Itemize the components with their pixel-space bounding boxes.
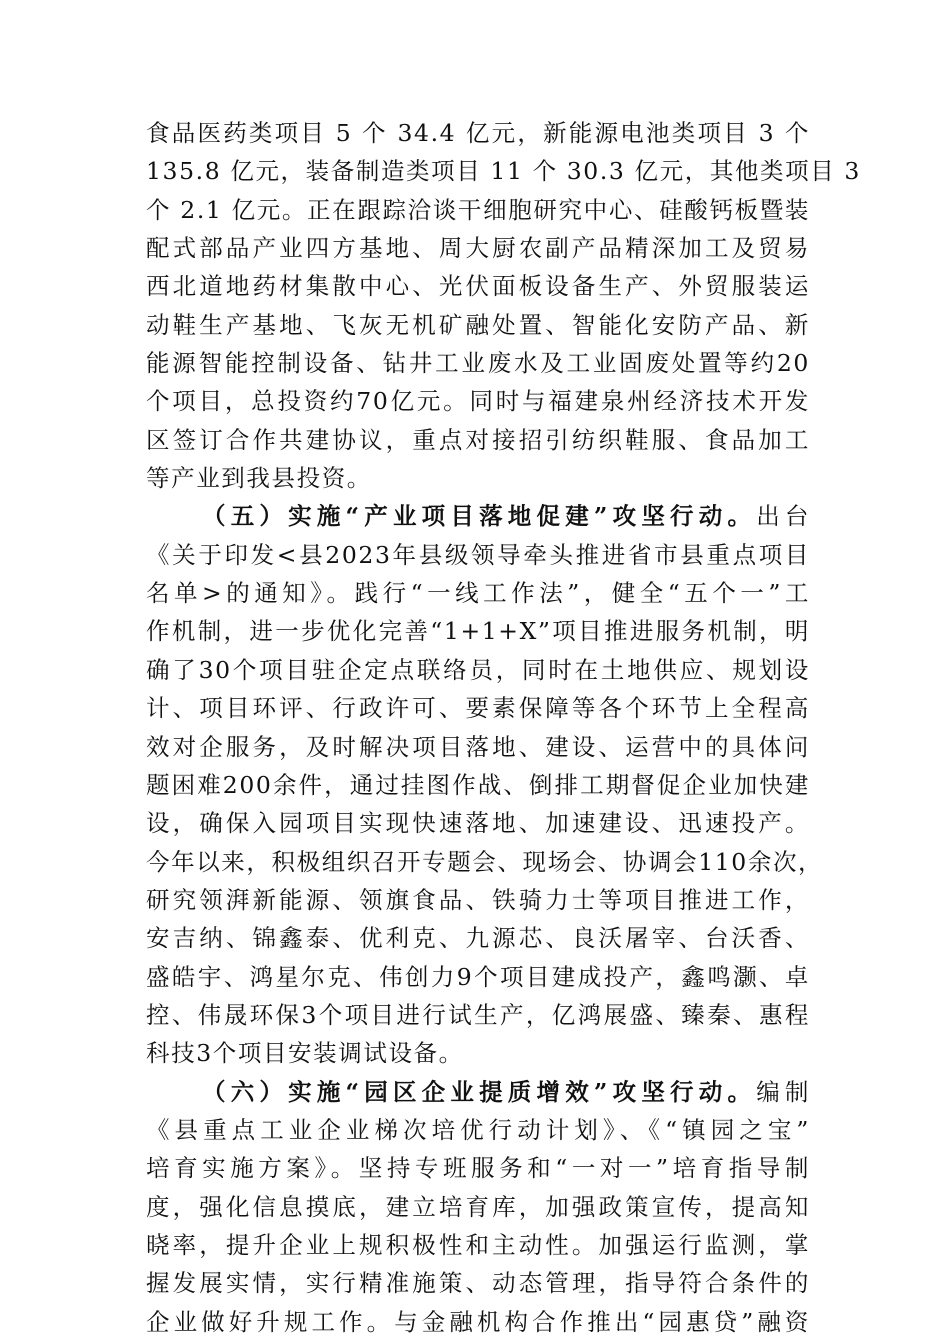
paragraph-line: 个项目，总投资约70亿元。同时与福建泉州经济技术开发 <box>146 387 810 416</box>
section-5-line: 科技3个项目安装调试设备。 <box>146 1039 464 1068</box>
paragraph-line: 配式部品产业四方基地、周大厨农副产品精深加工及贸易 <box>146 234 810 263</box>
paragraph-line: 个 2.1 亿元。正在跟踪洽谈干细胞研究中心、硅酸钙板暨装 <box>146 195 810 224</box>
section-5-line: 研究领湃新能源、领旗食品、铁骑力士等项目推进工作， <box>146 885 810 914</box>
section-5-line: 安吉纳、锦鑫泰、优利克、九源芯、良沃屠宰、台沃香、 <box>146 924 810 953</box>
section-5-line: 盛皓宇、鸿星尔克、伟创力9个项目建成投产，鑫鸣灏、卓 <box>146 962 810 991</box>
section-5-line: 作机制，进一步优化完善“1+1+X”项目推进服务机制，明 <box>146 617 810 646</box>
section-5-line: 效对企服务，及时解决项目落地、建设、运营中的具体问 <box>146 732 810 761</box>
section-5-heading: （五）实施“产业项目落地促建”攻坚行动。 <box>202 502 757 531</box>
section-6-line: 晓率，提升企业上规积极性和主动性。加强运行监测，掌 <box>146 1230 810 1259</box>
section-6-first-line <box>146 1073 810 1111</box>
paragraph-line: 食品医药类项目 5 个 34.4 亿元，新能源电池类项目 3 个 <box>146 119 810 147</box>
paragraph-line: 135.8 亿元，装备制造类项目 11 个 30.3 亿元，其他类项目 3 <box>146 157 861 186</box>
section-6-line: 《县重点工业企业梯次培优行动计划》、《“镇园之宝” <box>146 1115 810 1144</box>
document-body <box>146 114 861 1341</box>
section-6-line: 度，强化信息摸底，建立培育库，加强政策宣传，提高知 <box>146 1192 810 1221</box>
section-6-line: 培育实施方案》。坚持专班服务和“一对一”培育指导制 <box>146 1154 810 1183</box>
section-5-first-line <box>146 497 810 535</box>
section-6-first-line-text: 编制 <box>756 1077 810 1106</box>
section-6-heading: （六）实施“园区企业提质增效”攻坚行动。 <box>202 1077 757 1106</box>
paragraph-line: 动鞋生产基地、飞灰无机矿融处置、智能化安防产品、新 <box>146 310 810 339</box>
section-5-line: 确了30个项目驻企定点联络员，同时在土地供应、规划设 <box>146 655 810 684</box>
paragraph-line: 区签订合作共建协议，重点对接招引纺织鞋服、食品加工 <box>146 425 810 454</box>
paragraph-line: 能源智能控制设备、钻井工业废水及工业固废处置等约20 <box>146 349 810 378</box>
section-5-line: 题困难200余件，通过挂图作战、倒排工期督促企业加快建 <box>146 770 810 799</box>
section-5-line: 《关于印发<县2023年县级领导牵头推进省市县重点项目 <box>146 540 810 569</box>
section-5-line: 今年以来，积极组织召开专题会、现场会、协调会110余次， <box>146 847 824 876</box>
section-5-line: 名单>的通知》。践行“一线工作法”，健全“五个一”工 <box>146 579 810 608</box>
paragraph-line: 西北道地药材集散中心、光伏面板设备生产、外贸服装运 <box>146 272 810 301</box>
section-5-line: 设，确保入园项目实现快速落地、加速建设、迅速投产。 <box>146 809 810 838</box>
section-5-first-line-text: 出台 <box>756 502 810 531</box>
paragraph-line: 等产业到我县投资。 <box>146 464 372 493</box>
section-6-line: 握发展实情，实行精准施策、动态管理，指导符合条件的 <box>146 1269 810 1298</box>
section-5-line: 计、项目环评、行政许可、要素保障等各个环节上全程高 <box>146 694 810 723</box>
section-6-line: 企业做好升规工作。与金融机构合作推出“园惠贷”融资 <box>146 1307 810 1336</box>
section-5-line: 控、伟晟环保3个项目进行试生产，亿鸿展盛、臻秦、惠程 <box>146 1000 810 1029</box>
